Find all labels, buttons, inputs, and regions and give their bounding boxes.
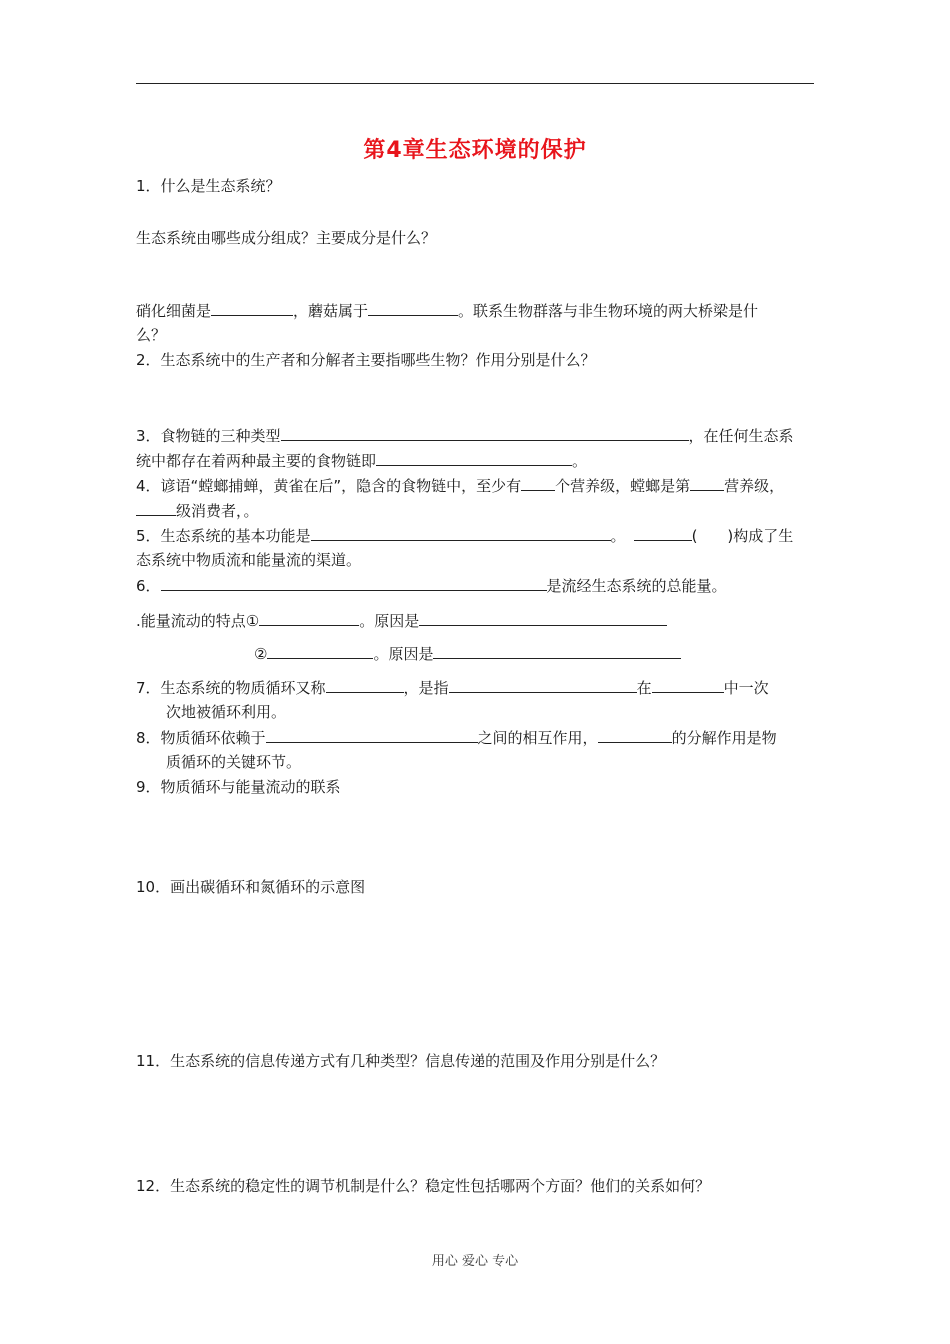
answer-blank[interactable] <box>521 475 555 491</box>
answer-blank[interactable] <box>652 677 724 693</box>
question-12: 12．生态系统的稳定性的调节机制是什么？稳定性包括哪两个方面？他们的关系如何？ <box>136 1177 711 1195</box>
answer-blank[interactable] <box>368 300 458 316</box>
answer-blank[interactable] <box>598 727 672 743</box>
question-6 <box>136 575 727 595</box>
answer-blank[interactable] <box>634 525 692 541</box>
q5-text-d: )构成了生 <box>727 527 794 545</box>
q5-text-b: 。 <box>610 527 626 545</box>
answer-blank[interactable] <box>419 610 667 626</box>
question-8 <box>136 727 777 747</box>
question-1-sub-1: 生态系统由哪些成分组成？主要成分是什么？ <box>136 229 437 247</box>
question-11: 11．生态系统的信息传递方式有几种类型？信息传递的范围及作用分别是什么？ <box>136 1052 666 1070</box>
question-7 <box>136 677 769 697</box>
q7-text-d: 中一次 <box>723 679 769 697</box>
q8-text-b: 之间的相互作用， <box>477 729 598 747</box>
answer-blank[interactable] <box>326 677 404 693</box>
question-9: 9．物质循环与能量流动的联系 <box>136 778 341 796</box>
q4-text-a: 4．谚语“螳螂捕蝉，黄雀在后”，隐含的食物链中，至少有 <box>136 477 522 495</box>
question-6-energy-2 <box>254 643 681 663</box>
q5-text-c: ( <box>691 527 698 545</box>
question-4 <box>136 475 784 495</box>
q1-text-a: 硝化细菌是 <box>136 302 212 320</box>
answer-blank[interactable] <box>690 475 724 491</box>
q3-text-d: 。 <box>572 452 588 470</box>
question-8-cont: 质循环的关键环节。 <box>166 753 302 771</box>
q6-text-d: 。原因是 <box>359 612 420 630</box>
answer-blank[interactable] <box>266 727 478 743</box>
answer-blank[interactable] <box>259 610 359 626</box>
q7-text-b: ，是指 <box>403 679 449 697</box>
q8-text-c: 的分解作用是物 <box>671 729 777 747</box>
answer-blank[interactable] <box>267 643 373 659</box>
q1-text-b: ，蘑菇属于 <box>293 302 369 320</box>
q3-text-b: ，在任何生态系 <box>688 427 794 445</box>
question-5 <box>136 525 793 545</box>
question-1-sub-2 <box>136 300 758 320</box>
answer-blank[interactable] <box>311 525 611 541</box>
question-10: 10．画出碳循环和氮循环的示意图 <box>136 878 366 896</box>
question-4-cont <box>136 500 259 520</box>
q4-text-d: 级消费者，。 <box>176 502 259 520</box>
header-rule <box>136 83 814 84</box>
answer-blank[interactable] <box>449 677 637 693</box>
question-6-energy-1 <box>136 610 667 630</box>
q6-text-c: .能量流动的特点① <box>136 612 260 630</box>
question-1-sub-2-cont: 么？ <box>136 326 167 344</box>
answer-blank[interactable] <box>161 575 547 591</box>
q6-text-f: 。原因是 <box>373 645 434 663</box>
answer-blank[interactable] <box>136 500 176 516</box>
q4-text-c: 营养级， <box>724 477 785 495</box>
q7-text-a: 7．生态系统的物质循环又称 <box>136 679 326 697</box>
answer-blank[interactable] <box>433 643 681 659</box>
page-footer: 用心 爱心 专心 <box>431 1254 519 1269</box>
q3-text-a: 3．食物链的三种类型 <box>136 427 281 445</box>
q6-text-a: 6． <box>136 577 161 595</box>
q8-text-a: 8．物质循环依赖于 <box>136 729 266 747</box>
question-2: 2．生态系统中的生产者和分解者主要指哪些生物？作用分别是什么？ <box>136 351 596 369</box>
question-5-cont: 态系统中物质流和能量流的渠道。 <box>136 551 362 569</box>
q4-text-b: 个营养级，螳螂是第 <box>555 477 691 495</box>
q1-text-c: 。联系生物群落与非生物环境的两大桥梁是什 <box>458 302 759 320</box>
q6-text-e: ② <box>254 645 268 663</box>
q6-text-b: 是流经生态系统的总能量。 <box>546 577 727 595</box>
q5-text-a: 5．生态系统的基本功能是 <box>136 527 311 545</box>
question-1: 1．什么是生态系统？ <box>136 177 281 195</box>
q7-text-c: 在 <box>636 679 652 697</box>
answer-blank[interactable] <box>211 300 293 316</box>
question-7-cont: 次地被循环利用。 <box>166 703 287 721</box>
page-title: 第4章生态环境的保护 <box>363 138 587 163</box>
answer-blank[interactable] <box>281 425 689 441</box>
question-3-cont <box>136 450 587 470</box>
answer-blank[interactable] <box>376 450 572 466</box>
q3-text-c: 统中都存在着两种最主要的食物链即 <box>136 452 377 470</box>
question-3 <box>136 425 794 445</box>
